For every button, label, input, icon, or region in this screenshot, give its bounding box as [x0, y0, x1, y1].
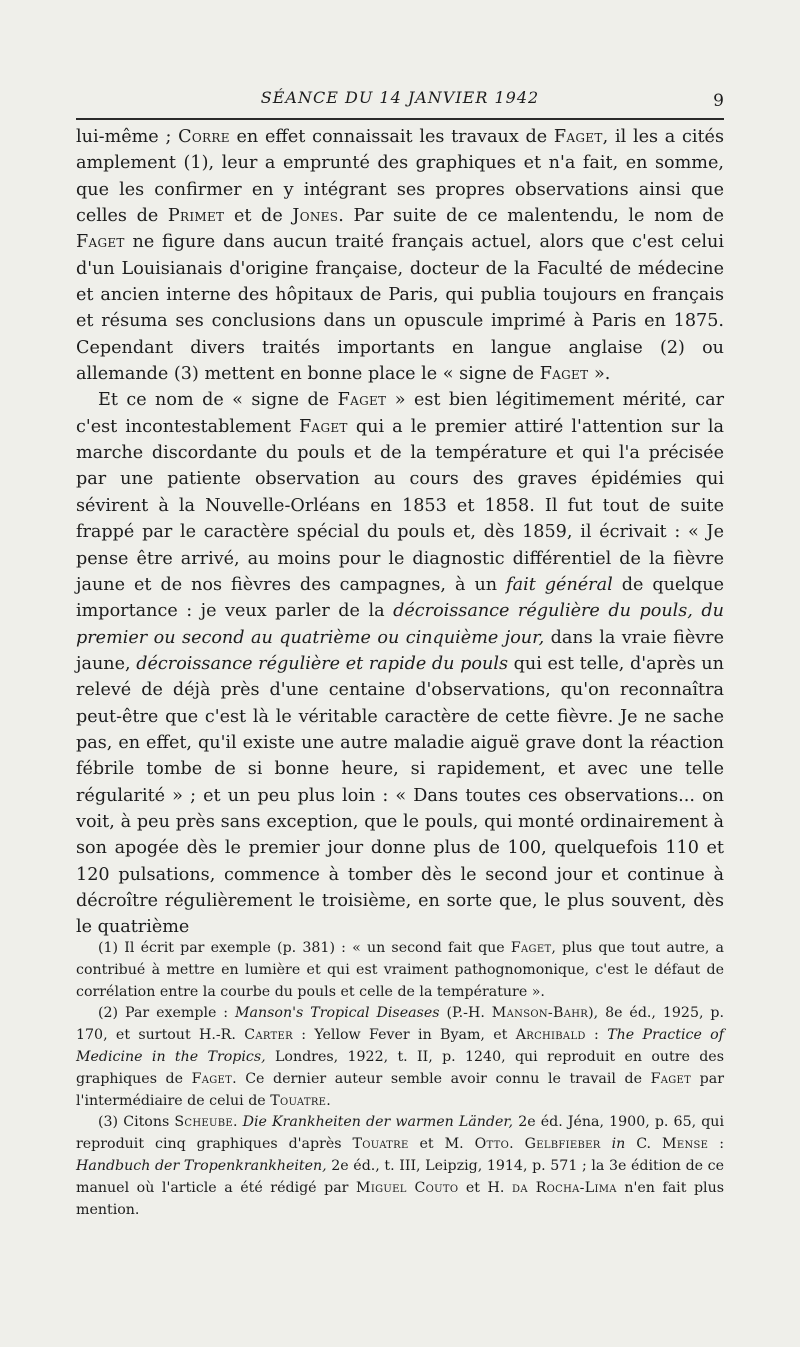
text-run: » est bien légitimement mérité, car c'est incontestablement: [76, 390, 725, 437]
author-name: Faget: [191, 1070, 233, 1087]
author-name: Faget: [337, 390, 387, 411]
text-run: ».: [588, 364, 611, 385]
page-header: [76, 88, 724, 118]
book-title: Die Krankheiten der warmen Länder,: [242, 1114, 514, 1131]
footnote-3: [76, 1112, 724, 1221]
author-name: Scheube: [174, 1114, 233, 1131]
author-name: Faget: [510, 940, 552, 956]
author-name: Touatre: [270, 1092, 327, 1109]
text-run: (2) Par exemple :: [98, 1005, 236, 1022]
text-run: qui est telle, d'après un relevé de déjà près d'une centaine d'observations, qu'on reconnaîtra peut-être que c'est là le véritable caractère de cette fièvre. Je ne sache pas, en effet, qu'il existe une autre maladie aiguë grave dont la réaction fébrile tombe de si bonne heure, si rapidement, et avec une telle régularité » ; et un peu plus loin : « Dans toutes ces observations... on voit, à peu près sans exception, que le pouls, qui monté ordinairement à son apogée dès le premier jour donne plus de 100, quelquefois 110 et 120 pulsations, commence à tomber dès le second jour et continue à décroître régulièrement le troisième, en sorte que, le plus souvent, dès le quatrième: [76, 653, 724, 938]
author-name: Manson-Bahr: [491, 1005, 589, 1022]
text-run: (1) Il écrit par exemple (p. 381) : « un second fait que: [98, 940, 511, 956]
author-name: Miguel Couto: [356, 1179, 459, 1196]
text-run: 2e éd. Jéna, 1900, p. 65, qui reproduit cinq graphiques d'après: [76, 1114, 724, 1153]
footnotes: [76, 938, 724, 1221]
page-number: 9: [713, 91, 724, 111]
text-run: . Ce dernier auteur semble avoir connu le travail de: [232, 1070, 651, 1087]
book-title: Handbuch der Tropenkrankheiten,: [76, 1157, 327, 1174]
author-name: Carter: [244, 1027, 293, 1044]
text-run: 2e éd., t. III, Leipzig, 1914, p. 571 ; la 3e édition de ce manuel où l'article a été rédigé par: [76, 1157, 725, 1196]
author-name: Archibald: [515, 1027, 586, 1044]
text-run: dans la vraie fièvre jaune,: [76, 627, 724, 674]
text-run: , plus que tout autre, a contribué à mettre en lumière et qui est vraiment pathognomonique, c'est le défaut de corrélation entre la courbe du pouls et celle de la température ».: [76, 940, 724, 1000]
text-run: en effet connaissait les travaux de: [229, 127, 554, 147]
text-run: par l'intermédiaire de celui de: [76, 1070, 724, 1109]
author-name: Faget: [650, 1070, 692, 1087]
author-name: Mense: [662, 1136, 709, 1153]
text-run: n'en fait plus mention.: [76, 1179, 725, 1218]
book-title: Manson's Tropical Diseases: [235, 1005, 440, 1022]
text-run: :: [708, 1136, 724, 1153]
text-run: . Par suite de ce malentendu, le nom de: [338, 206, 724, 227]
running-title: SÉANCE DU 14 JANVIER 1942: [260, 88, 540, 107]
text-run: .: [326, 1092, 331, 1109]
paragraph-1: [76, 124, 724, 387]
text-run: ), 8e éd., 1925, p. 170, et surtout H.-R.: [76, 1005, 725, 1044]
emphasis: fait général: [506, 574, 613, 595]
emphasis: in: [611, 1136, 626, 1153]
author-name: Faget: [76, 232, 125, 253]
text-run: lui-même ;: [76, 127, 179, 147]
author-name: Faget: [539, 364, 589, 385]
text-run: Et ce nom de « signe de: [98, 390, 338, 411]
text-run: ne figure dans aucun traité français actuel, alors que c'est celui d'un Louisianais d'origine française, docteur de la Faculté de médecine et ancien interne des hôpitaux de Paris, qui publia toujours en français et résuma ses conclusions dans un opuscule imprimé à Paris en 1875. Cependant divers traités importants en langue anglaise (2) ou allemande (3) mettent en bonne place le « signe de: [76, 232, 724, 385]
text-run: : Yellow Fever in Byam, et: [292, 1027, 516, 1044]
author-name: Primet: [167, 206, 225, 227]
header-rule: [76, 118, 724, 120]
text-run: C.: [625, 1136, 663, 1153]
author-name: da Rocha-Lima: [512, 1179, 617, 1196]
author-name: Otto: [474, 1136, 510, 1153]
text-run: de quelque importance : je veux parler de la: [76, 574, 724, 622]
text-run: et M.: [408, 1136, 475, 1153]
text-run: et de: [224, 206, 293, 227]
footnote-2: [76, 1003, 724, 1112]
text-run: [601, 1136, 612, 1152]
author-name: Jones: [292, 206, 339, 227]
paragraph-2: [76, 387, 724, 940]
text-run: (P.-H.: [439, 1005, 492, 1022]
footnote-1: [76, 938, 724, 1003]
text-run: (3) Citons: [98, 1114, 175, 1131]
text-run: Londres, 1922, t. II, p. 1240, qui reproduit en outre des graphiques de: [76, 1048, 724, 1087]
text-run: :: [585, 1027, 608, 1044]
author-name: Corre: [178, 127, 230, 147]
author-name: Gelbfieber: [524, 1136, 601, 1153]
emphasis: décroissance régulière et rapide du pouls: [136, 653, 508, 674]
author-name: Touatre: [352, 1136, 409, 1153]
author-name: Faget: [299, 416, 348, 437]
author-name: Faget: [553, 127, 603, 147]
text-run: qui a le premier attiré l'attention sur la marche discordante du pouls et de la température et qui l'a précisée par une patiente observation au cours des graves épidémies qui sévirent à la Nouvelle-Orléans en 1853 et 1858. Il fut tout de suite frappé par le caractère spécial du pouls et, dès 1859, il écrivait : « Je pense être arrivé, au moins pour le diagnostic différentiel de la fièvre jaune et de nos fièvres des campagnes, à un: [76, 416, 724, 595]
book-title: The Practice of Medicine in the Tropics,: [76, 1027, 724, 1065]
text-run: .: [509, 1136, 525, 1153]
text-run: , il les a cités amplement (1), leur a emprunté des graphiques et n'a fait, en somme, que les confirmer en y intégrant ses propres observations ainsi que celles de: [76, 127, 724, 227]
emphasis: décroissance régulière du pouls, du premier ou second au quatrième ou cinquième jour,: [76, 601, 724, 648]
body-text: [76, 124, 724, 941]
text-run: et H.: [458, 1179, 512, 1196]
text-run: .: [232, 1114, 243, 1131]
